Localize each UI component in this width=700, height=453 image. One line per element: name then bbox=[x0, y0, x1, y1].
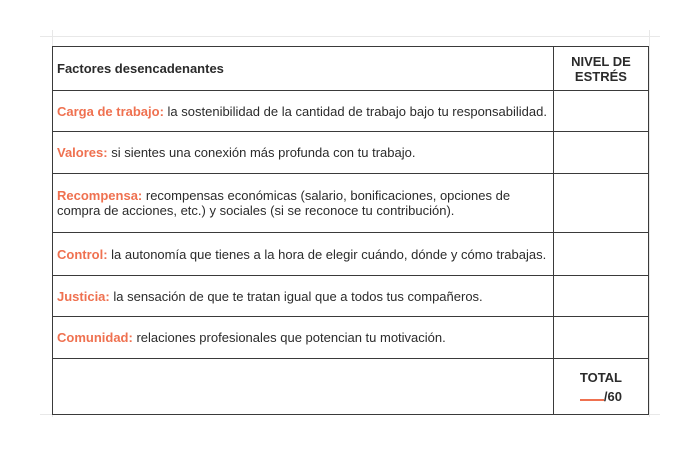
stress-level-cell[interactable] bbox=[553, 132, 648, 174]
stress-level-header bbox=[553, 47, 648, 91]
factor-term: Carga de trabajo: bbox=[57, 103, 164, 119]
total-label: TOTAL bbox=[579, 369, 622, 385]
total-row bbox=[53, 359, 649, 415]
table-row bbox=[53, 91, 649, 132]
factor-description: la sostenibilidad de la cantidad de trabajo bajo tu responsabilidad. bbox=[163, 103, 547, 119]
factor-term: Valores: bbox=[57, 145, 108, 160]
factor-description: la sensación de que te tratan igual que a todos tus compañeros. bbox=[109, 288, 483, 304]
factor-description: relaciones profesionales que potencian tu motivación. bbox=[132, 330, 446, 345]
factor-cell-comunidad bbox=[53, 317, 554, 359]
table-row bbox=[53, 174, 649, 233]
table-row bbox=[53, 317, 649, 359]
factor-term: Recompensa: bbox=[57, 188, 143, 203]
factor-description: recompensas económicas (salario, bonificaciones, opciones de compra de acciones, etc.) y sociales (si se reconoce tu contribución). bbox=[57, 188, 511, 218]
stress-level-cell[interactable] bbox=[553, 233, 648, 276]
table-row bbox=[53, 233, 649, 276]
factor-term: Control: bbox=[57, 246, 108, 262]
table-row bbox=[53, 276, 649, 317]
factor-cell-justicia bbox=[53, 276, 554, 317]
stress-factors-table bbox=[52, 46, 649, 415]
total-cell bbox=[553, 359, 648, 415]
factor-description: si sientes una conexión más profunda con tu trabajo. bbox=[107, 145, 416, 160]
factor-cell-carga bbox=[53, 91, 554, 132]
guide-line bbox=[649, 30, 650, 417]
factor-cell-recompensa bbox=[53, 174, 554, 233]
factor-cell-valores bbox=[53, 132, 554, 174]
guide-line bbox=[40, 36, 660, 37]
total-blank[interactable] bbox=[580, 385, 604, 401]
factor-term: Comunidad: bbox=[57, 330, 133, 345]
table-header-row bbox=[53, 47, 649, 91]
total-spacer-cell bbox=[53, 359, 554, 415]
stress-level-cell[interactable] bbox=[553, 91, 648, 132]
factor-description: la autonomía que tienes a la hora de elegir cuándo, dónde y cómo trabajas. bbox=[107, 246, 547, 262]
stress-level-cell[interactable] bbox=[553, 276, 648, 317]
table-row bbox=[53, 132, 649, 174]
stress-level-header-line2: ESTRÉS bbox=[574, 68, 627, 84]
factors-header: Factores desencadenantes bbox=[53, 47, 554, 91]
factor-term: Justicia: bbox=[57, 288, 110, 304]
factor-cell-control bbox=[53, 233, 554, 276]
total-suffix: /60 bbox=[603, 388, 622, 404]
stress-level-cell[interactable] bbox=[553, 317, 648, 359]
stress-level-cell[interactable] bbox=[553, 174, 648, 233]
stress-level-header-line1: NIVEL DE bbox=[571, 53, 631, 69]
